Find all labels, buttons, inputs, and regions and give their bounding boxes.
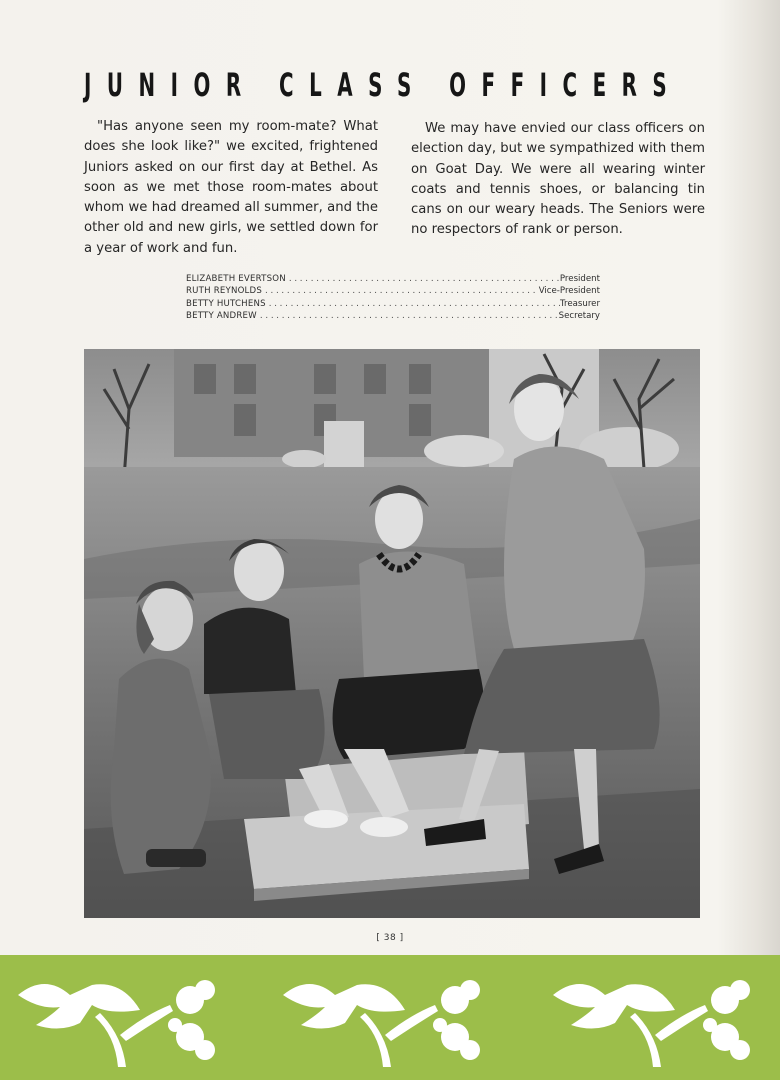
paragraph-left: "Has anyone seen my room-mate? What does she look like?" we excited, frightened Juniors asked on our first day at Bethel. As soon as we met those room-mates about whom we had dreamed all summer, and the other old and new girls, we settled down for a year of work and fun. [84, 119, 378, 256]
officer-name: RUTH REYNOLDS [186, 286, 263, 297]
page-title-text: JUNIOR CLASS OFFICERS [84, 66, 683, 104]
decorative-footer-band [0, 955, 780, 1080]
leaf-and-berry-sprig-icon [18, 980, 215, 1067]
dot-leader [286, 273, 560, 285]
officer-name: BETTY ANDREW [186, 311, 257, 322]
officer-office: Vice-President [538, 286, 600, 297]
officer-name: ELIZABETH EVERTSON [186, 274, 286, 284]
officer-office: Secretary [558, 311, 600, 322]
page-number: [ 38 ] [376, 933, 404, 943]
dot-leader [266, 298, 560, 310]
officer-row [186, 273, 600, 285]
dot-leader [262, 285, 539, 297]
paragraph-right: We may have envied our class officers on election day, but we sympathized with them on Goat Day. We were all wearing winter coats and tennis shoes, or balancing tin cans on our weary heads. The Seniors were no respectors of rank or person. [411, 121, 705, 238]
leaf-and-berry-sprig-icon [553, 980, 750, 1067]
officer-office: President [559, 274, 600, 284]
officer-row [186, 285, 600, 297]
group-photo [84, 349, 700, 918]
officer-office: Treasurer [560, 298, 600, 309]
dot-leader [257, 310, 559, 322]
leaf-and-berry-sprig-icon [283, 980, 480, 1067]
officer-name: BETTY HUTCHENS [186, 298, 266, 309]
officer-row [186, 298, 600, 310]
page-title [84, 66, 708, 106]
officers-list [186, 273, 600, 323]
officer-row [186, 310, 600, 322]
